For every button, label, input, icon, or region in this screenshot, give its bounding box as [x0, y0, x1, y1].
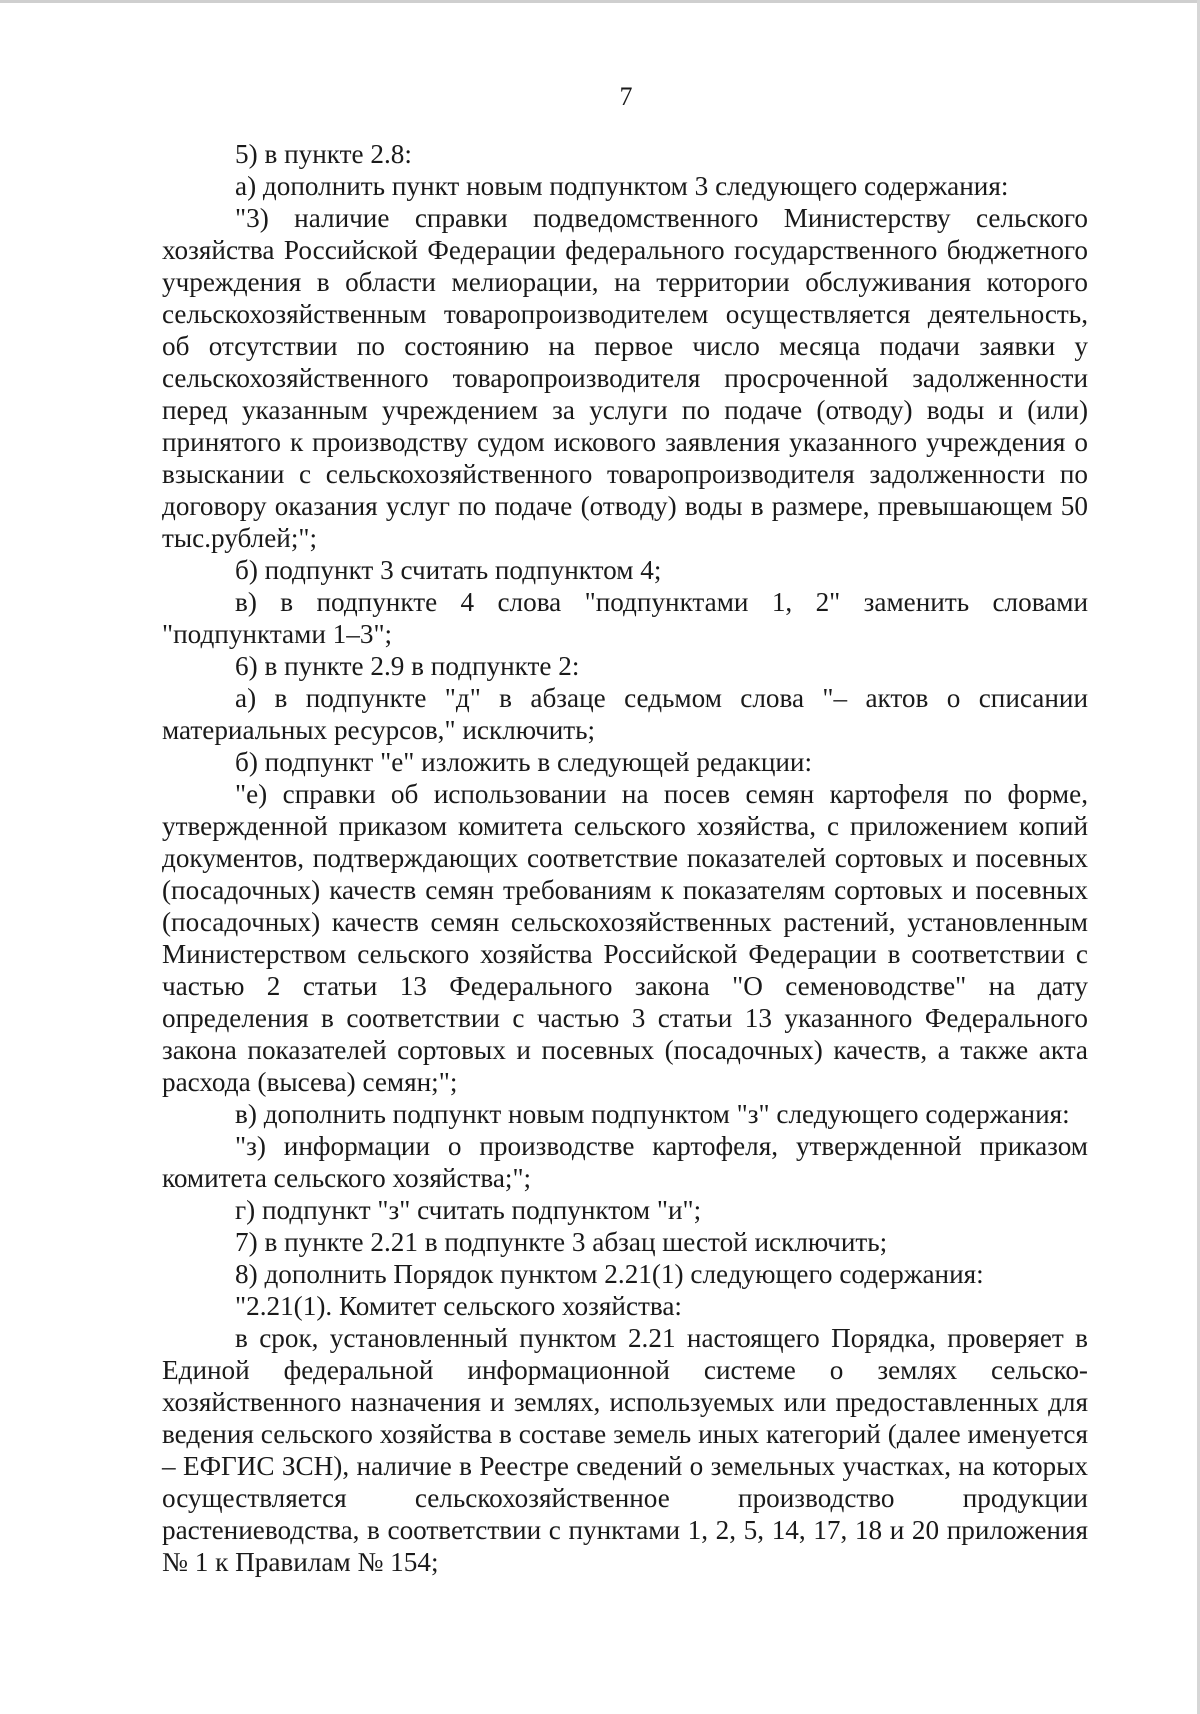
paragraph-item-6g: г) подпункт "з" считать подпунктом "и"; — [235, 1195, 702, 1225]
paragraph-item-6b: б) подпункт "е" изложить в следующей редакции: — [235, 747, 813, 777]
paragraph-item-5: 5) в пункте 2.8: — [235, 139, 412, 169]
paragraph-item-7: 7) в пункте 2.21 в подпункте 3 абзац шестой исключить; — [235, 1227, 888, 1257]
scan-edge-top — [0, 0, 1200, 3]
paragraph-item-5v: в) в подпункте 4 слова "подпунктами 1, 2" заменить словами "подпунктами 1–3"; — [162, 587, 1088, 649]
paragraph-subitem-z-text: "з) информации о производстве картофеля, утвержденной приказом комитета сельского хозяйства;"; — [162, 1131, 1088, 1193]
paragraph-subitem-e-text: "е) справки об использовании на посев семян картофеля по форме, утвержденной приказом комитета сельского хозяйства, с приложением копий документов, подтверждающих соответствие показателей сортовых и посевных (посадочных) качеств семян требованиям к показателям сортовых и посевных (посадочных) качеств семян сельскохозяйственных растений, установленным Министерством сельского хозяйства Российской Федерации в соответствии с частью 2 статьи 13 Федерального закона "О семеноводстве" на дату определения в соответствии с частью 3 статьи 13 указанного Федерального закона показателей сортовых и посевных (посадочных) качеств, а также акта расхода (высева) семян;"; — [162, 779, 1088, 1097]
paragraph-item-8: 8) дополнить Порядок пунктом 2.21(1) следующего содержания: — [235, 1259, 984, 1289]
paragraph-subitem-3-text: "3) наличие справки подведомственного Министерству сельского хозяйства Российской Федерации федерального государственного бюджетного учреждения в области мелиорации, на территории обслуживания которого сельскохозяйственным товаропроизводителем осуществляется деятельность, об отсутствии по состоянию на первое число месяца подачи заявки у сельскохозяйственного товаропроизводителя просроченной задолженности перед указанным учреждением за услуги по подаче (отводу) воды и (или) принятого к производству судом искового заявления указанного учреждения о взыскании с сельскохозяйственного товаропроизводителя задолженности по договору оказания услуг по подаче (отводу) воды в размере, превышающем 50 тыс.рублей;"; — [162, 203, 1088, 553]
document-body — [162, 138, 1088, 1578]
paragraph-item-5a: а) дополнить пункт новым подпунктом 3 следующего содержания: — [235, 171, 1009, 201]
paragraph-item-5b: б) подпункт 3 считать подпунктом 4; — [235, 555, 662, 585]
paragraph-item-6v: в) дополнить подпункт новым подпунктом "з" следующего содержания: — [235, 1099, 1070, 1129]
paragraph-item-2-21-1-text: в срок, установленный пунктом 2.21 настоящего Порядка, проверяет в Единой федеральной информационной системе о землях сельско-хозяйственного назначения и землях, используемых или предоставленных для ведения сельского хозяйства в составе земель иных категорий (далее именуется – ЕФГИС ЗСН), наличие в Реестре сведений о земельных участках, на которых осуществляется сельскохозяйственное производство продукции растениеводства, в соответствии с пунктами 1, 2, 5, 14, 17, 18 и 20 приложения № 1 к Правилам № 154; — [162, 1323, 1088, 1577]
page-number: 7 — [619, 82, 633, 111]
paragraph-item-6a: а) в подпункте "д" в абзаце седьмом слова "– актов о списании материальных ресурсов," исключить; — [162, 683, 1088, 745]
paragraph-item-6: 6) в пункте 2.9 в подпункте 2: — [235, 651, 580, 681]
paragraph-item-2-21-1-heading: "2.21(1). Комитет сельского хозяйства: — [235, 1291, 682, 1321]
